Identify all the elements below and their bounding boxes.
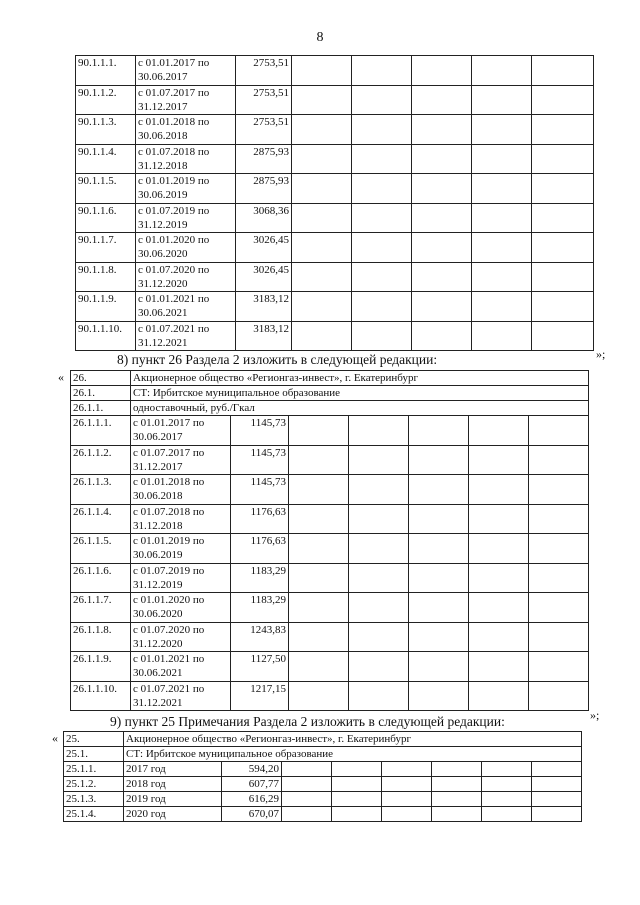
table-row — [71, 534, 589, 564]
empty-cell — [472, 144, 532, 174]
empty-cell — [482, 777, 532, 792]
empty-cell — [529, 416, 589, 446]
empty-cell — [532, 262, 594, 292]
tariff-table-90 — [75, 55, 594, 351]
empty-cell — [469, 652, 529, 682]
row-period: с 01.07.2021 по 31.12.2021 — [131, 681, 231, 711]
empty-cell — [469, 681, 529, 711]
empty-cell — [292, 262, 352, 292]
row-code: 90.1.1.8. — [76, 262, 136, 292]
table-row — [64, 792, 582, 807]
empty-cell — [409, 593, 469, 623]
row-value: 3183,12 — [236, 292, 292, 322]
row-label: СТ: Ирбитское муниципальное образование — [131, 386, 589, 401]
table-row — [71, 475, 589, 505]
section-heading-8: 8) пункт 26 Раздела 2 изложить в следующей редакции: — [117, 352, 438, 367]
empty-cell — [412, 292, 472, 322]
empty-cell — [529, 504, 589, 534]
row-period: с 01.01.2021 по 30.06.2021 — [136, 292, 236, 322]
empty-cell — [352, 233, 412, 263]
empty-cell — [332, 777, 382, 792]
header-row — [71, 386, 589, 401]
row-period: с 01.07.2019 по 31.12.2019 — [136, 203, 236, 233]
row-value: 2753,51 — [236, 85, 292, 115]
row-value: 2875,93 — [236, 174, 292, 204]
closing-quote-1: »; — [596, 347, 606, 361]
empty-cell — [292, 321, 352, 351]
row-code: 90.1.1.5. — [76, 174, 136, 204]
row-period: с 01.01.2020 по 30.06.2020 — [136, 233, 236, 263]
empty-cell — [432, 762, 482, 777]
empty-cell — [352, 115, 412, 145]
empty-cell — [282, 777, 332, 792]
empty-cell — [412, 144, 472, 174]
empty-cell — [469, 563, 529, 593]
empty-cell — [529, 652, 589, 682]
row-code: 26.1.1.9. — [71, 652, 131, 682]
empty-cell — [409, 652, 469, 682]
empty-cell — [409, 563, 469, 593]
row-code: 26.1.1.4. — [71, 504, 131, 534]
empty-cell — [409, 416, 469, 446]
empty-cell — [352, 56, 412, 86]
empty-cell — [432, 792, 482, 807]
empty-cell — [472, 174, 532, 204]
table-row — [76, 203, 594, 233]
row-period: с 01.01.2021 по 30.06.2021 — [131, 652, 231, 682]
empty-cell — [349, 622, 409, 652]
row-value: 1243,83 — [231, 622, 289, 652]
row-period: с 01.07.2020 по 31.12.2020 — [136, 262, 236, 292]
row-period: с 01.07.2018 по 31.12.2018 — [131, 504, 231, 534]
empty-cell — [289, 652, 349, 682]
row-value: 2753,51 — [236, 115, 292, 145]
table-row — [71, 681, 589, 711]
empty-cell — [412, 262, 472, 292]
row-code: 26.1.1.1. — [71, 416, 131, 446]
empty-cell — [332, 792, 382, 807]
empty-cell — [412, 115, 472, 145]
row-value: 3026,45 — [236, 262, 292, 292]
empty-cell — [532, 115, 594, 145]
table-row — [76, 262, 594, 292]
row-label: одноставочный, руб./Гкал — [131, 401, 589, 416]
row-label: СТ: Ирбитское муниципальное образование — [124, 747, 582, 762]
empty-cell — [292, 233, 352, 263]
row-code: 26.1.1.8. — [71, 622, 131, 652]
empty-cell — [349, 504, 409, 534]
row-code: 25.1.4. — [64, 807, 124, 822]
empty-cell — [472, 203, 532, 233]
empty-cell — [529, 681, 589, 711]
empty-cell — [532, 56, 594, 86]
empty-cell — [289, 593, 349, 623]
empty-cell — [352, 203, 412, 233]
empty-cell — [532, 292, 594, 322]
empty-cell — [469, 504, 529, 534]
row-period: с 01.01.2017 по 30.06.2017 — [136, 56, 236, 86]
row-code: 90.1.1.7. — [76, 233, 136, 263]
row-year: 2020 год — [124, 807, 222, 822]
empty-cell — [472, 85, 532, 115]
row-code: 26.1.1.10. — [71, 681, 131, 711]
empty-cell — [532, 792, 582, 807]
empty-cell — [352, 174, 412, 204]
row-code: 90.1.1.4. — [76, 144, 136, 174]
empty-cell — [282, 762, 332, 777]
empty-cell — [409, 622, 469, 652]
empty-cell — [292, 292, 352, 322]
empty-cell — [349, 563, 409, 593]
row-value: 3026,45 — [236, 233, 292, 263]
table-row — [64, 762, 582, 777]
empty-cell — [472, 115, 532, 145]
row-period: с 01.01.2019 по 30.06.2019 — [136, 174, 236, 204]
row-value: 1145,73 — [231, 416, 289, 446]
empty-cell — [289, 475, 349, 505]
empty-cell — [532, 762, 582, 777]
row-code: 26.1.1.7. — [71, 593, 131, 623]
table-row — [71, 622, 589, 652]
empty-cell — [529, 475, 589, 505]
empty-cell — [529, 563, 589, 593]
row-period: с 01.01.2017 по 30.06.2017 — [131, 416, 231, 446]
empty-cell — [532, 807, 582, 822]
row-value: 1183,29 — [231, 593, 289, 623]
table-row — [71, 652, 589, 682]
empty-cell — [529, 445, 589, 475]
row-value: 3183,12 — [236, 321, 292, 351]
row-code: 25.1.3. — [64, 792, 124, 807]
empty-cell — [409, 475, 469, 505]
empty-cell — [292, 115, 352, 145]
empty-cell — [412, 233, 472, 263]
empty-cell — [529, 593, 589, 623]
empty-cell — [412, 85, 472, 115]
empty-cell — [469, 475, 529, 505]
empty-cell — [289, 504, 349, 534]
row-code: 90.1.1.2. — [76, 85, 136, 115]
empty-cell — [532, 85, 594, 115]
empty-cell — [382, 777, 432, 792]
row-period: с 01.07.2017 по 31.12.2017 — [136, 85, 236, 115]
row-year: 2019 год — [124, 792, 222, 807]
empty-cell — [349, 475, 409, 505]
empty-cell — [349, 534, 409, 564]
empty-cell — [292, 144, 352, 174]
row-label: Акционерное общество «Регионгаз-инвест», г. Екатеринбург — [124, 732, 582, 747]
empty-cell — [472, 321, 532, 351]
empty-cell — [412, 174, 472, 204]
row-year: 2018 год — [124, 777, 222, 792]
empty-cell — [532, 321, 594, 351]
table-row — [76, 174, 594, 204]
empty-cell — [432, 777, 482, 792]
empty-cell — [349, 652, 409, 682]
row-code: 25.1. — [64, 747, 124, 762]
row-value: 607,77 — [222, 777, 282, 792]
opening-quote-3: « — [52, 731, 58, 745]
empty-cell — [352, 321, 412, 351]
empty-cell — [469, 416, 529, 446]
empty-cell — [352, 85, 412, 115]
empty-cell — [532, 174, 594, 204]
row-code: 25.1.2. — [64, 777, 124, 792]
empty-cell — [469, 445, 529, 475]
empty-cell — [349, 593, 409, 623]
row-year: 2017 год — [124, 762, 222, 777]
empty-cell — [349, 681, 409, 711]
empty-cell — [292, 174, 352, 204]
header-row — [71, 371, 589, 386]
row-code: 26.1.1.2. — [71, 445, 131, 475]
row-code: 90.1.1.10. — [76, 321, 136, 351]
empty-cell — [292, 56, 352, 86]
empty-cell — [352, 262, 412, 292]
row-period: с 01.07.2020 по 31.12.2020 — [131, 622, 231, 652]
table-row — [64, 807, 582, 822]
header-row — [64, 747, 582, 762]
row-code: 90.1.1.9. — [76, 292, 136, 322]
empty-cell — [432, 807, 482, 822]
header-row — [64, 732, 582, 747]
row-value: 3068,36 — [236, 203, 292, 233]
table-row — [71, 445, 589, 475]
table-row — [76, 292, 594, 322]
empty-cell — [409, 445, 469, 475]
empty-cell — [472, 262, 532, 292]
row-value: 1176,63 — [231, 534, 289, 564]
empty-cell — [409, 681, 469, 711]
empty-cell — [382, 792, 432, 807]
row-label: Акционерное общество «Регионгаз-инвест», г. Екатеринбург — [131, 371, 589, 386]
row-code: 26.1. — [71, 386, 131, 401]
table-row — [76, 56, 594, 86]
row-value: 2753,51 — [236, 56, 292, 86]
row-period: с 01.07.2019 по 31.12.2019 — [131, 563, 231, 593]
empty-cell — [529, 534, 589, 564]
empty-cell — [289, 681, 349, 711]
note-table-25 — [63, 731, 582, 822]
row-code: 90.1.1.6. — [76, 203, 136, 233]
row-period: с 01.01.2018 по 30.06.2018 — [131, 475, 231, 505]
empty-cell — [292, 85, 352, 115]
row-code: 26.1.1.5. — [71, 534, 131, 564]
row-code: 25. — [64, 732, 124, 747]
header-row — [71, 401, 589, 416]
row-code: 25.1.1. — [64, 762, 124, 777]
row-period: с 01.07.2018 по 31.12.2018 — [136, 144, 236, 174]
table-row — [64, 777, 582, 792]
section-heading-9: 9) пункт 25 Примечания Раздела 2 изложить в следующей редакции: — [110, 714, 505, 729]
empty-cell — [349, 445, 409, 475]
empty-cell — [412, 56, 472, 86]
table-row — [71, 416, 589, 446]
row-code: 90.1.1.1. — [76, 56, 136, 86]
row-value: 594,20 — [222, 762, 282, 777]
row-value: 1127,50 — [231, 652, 289, 682]
table-row — [71, 593, 589, 623]
row-period: с 01.07.2021 по 31.12.2021 — [136, 321, 236, 351]
empty-cell — [332, 762, 382, 777]
empty-cell — [289, 445, 349, 475]
empty-cell — [469, 593, 529, 623]
empty-cell — [482, 792, 532, 807]
empty-cell — [292, 203, 352, 233]
tariff-table-26 — [70, 370, 589, 711]
empty-cell — [482, 762, 532, 777]
empty-cell — [382, 762, 432, 777]
empty-cell — [409, 504, 469, 534]
row-code: 90.1.1.3. — [76, 115, 136, 145]
closing-quote-2: »; — [590, 708, 600, 722]
row-period: с 01.07.2017 по 31.12.2017 — [131, 445, 231, 475]
empty-cell — [529, 622, 589, 652]
row-period: с 01.01.2020 по 30.06.2020 — [131, 593, 231, 623]
row-code: 26.1.1.6. — [71, 563, 131, 593]
empty-cell — [289, 534, 349, 564]
row-period: с 01.01.2018 по 30.06.2018 — [136, 115, 236, 145]
empty-cell — [412, 321, 472, 351]
empty-cell — [472, 56, 532, 86]
table-row — [76, 321, 594, 351]
table-row — [76, 85, 594, 115]
row-value: 1217,15 — [231, 681, 289, 711]
row-value: 2875,93 — [236, 144, 292, 174]
empty-cell — [289, 622, 349, 652]
row-code: 26.1.1.3. — [71, 475, 131, 505]
row-value: 1183,29 — [231, 563, 289, 593]
table-row — [71, 504, 589, 534]
table-row — [76, 144, 594, 174]
empty-cell — [282, 807, 332, 822]
table-row — [76, 115, 594, 145]
row-code: 26. — [71, 371, 131, 386]
empty-cell — [482, 807, 532, 822]
empty-cell — [472, 233, 532, 263]
empty-cell — [412, 203, 472, 233]
empty-cell — [289, 416, 349, 446]
empty-cell — [332, 807, 382, 822]
empty-cell — [472, 292, 532, 322]
empty-cell — [289, 563, 349, 593]
empty-cell — [532, 144, 594, 174]
row-value: 616,29 — [222, 792, 282, 807]
row-period: с 01.01.2019 по 30.06.2019 — [131, 534, 231, 564]
row-value: 670,07 — [222, 807, 282, 822]
row-code: 26.1.1. — [71, 401, 131, 416]
empty-cell — [282, 792, 332, 807]
empty-cell — [349, 416, 409, 446]
row-value: 1176,63 — [231, 504, 289, 534]
empty-cell — [532, 233, 594, 263]
table-row — [76, 233, 594, 263]
table-row — [71, 563, 589, 593]
row-value: 1145,73 — [231, 475, 289, 505]
empty-cell — [469, 622, 529, 652]
row-value: 1145,73 — [231, 445, 289, 475]
empty-cell — [532, 203, 594, 233]
empty-cell — [352, 292, 412, 322]
empty-cell — [352, 144, 412, 174]
empty-cell — [532, 777, 582, 792]
empty-cell — [382, 807, 432, 822]
opening-quote-2: « — [58, 370, 64, 384]
empty-cell — [469, 534, 529, 564]
page-number: 8 — [316, 30, 324, 45]
empty-cell — [409, 534, 469, 564]
